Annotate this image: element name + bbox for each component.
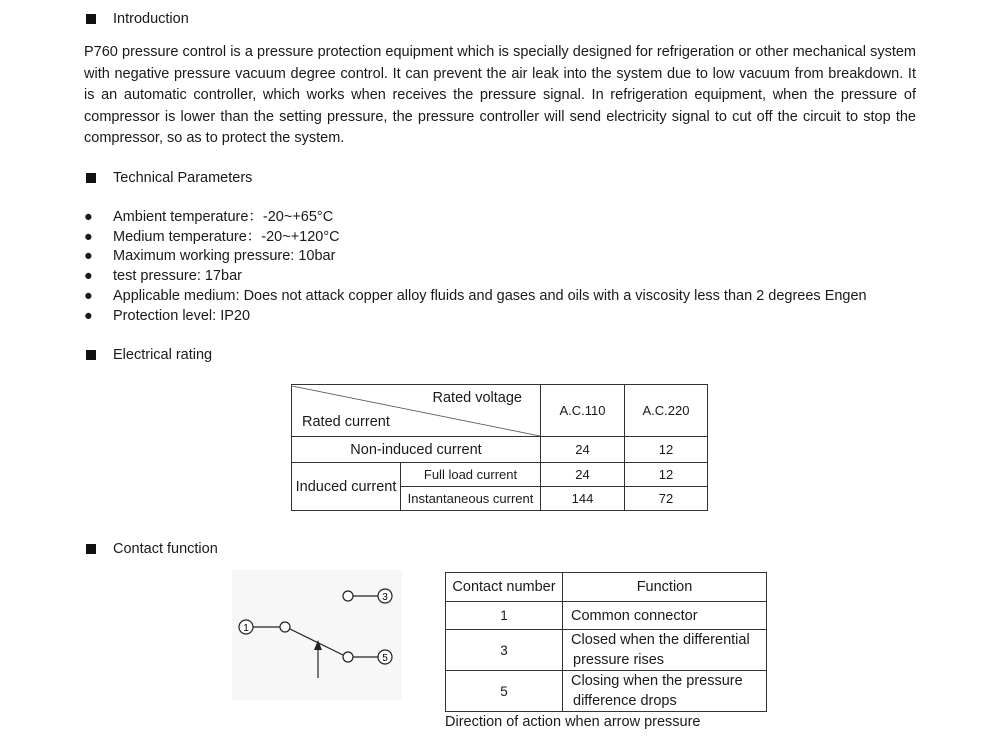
list-item: ● test pressure: 17bar (84, 267, 867, 287)
bullet-dot-icon: ● (84, 248, 93, 265)
square-bullet-icon (86, 544, 96, 554)
contact-heading-text: Contact function (113, 541, 218, 557)
contact-heading (86, 541, 218, 557)
bullet-dot-icon: ● (84, 209, 93, 225)
instantaneous-value-110: 144 (541, 487, 625, 511)
list-item: ● Applicable medium: Does not attack copper alloy fluids and gases and oils with a viscosity less than 2 degrees Engen (84, 287, 867, 307)
square-bullet-icon (86, 14, 96, 24)
header-contact-number: Contact number (446, 573, 563, 602)
contact-number: 5 (446, 671, 563, 712)
list-item: ● Protection level: IP20 (84, 307, 867, 327)
square-bullet-icon (86, 350, 96, 360)
header-function: Function (563, 573, 767, 602)
electrical-heading (86, 347, 212, 363)
list-item: ● Medium temperature：-20~+120°C (84, 228, 867, 248)
instantaneous-value-220: 72 (625, 487, 708, 511)
contact-number: 1 (446, 602, 563, 630)
contact-number: 3 (446, 630, 563, 671)
rated-current-label: Rated current (302, 413, 390, 430)
bullet-dot-icon: ● (84, 307, 93, 324)
tech-heading-text: Technical Parameters (113, 170, 253, 186)
terminal-1-label: 1 (243, 623, 249, 634)
non-induced-value-220: 12 (625, 437, 708, 463)
contact-switch-diagram (232, 570, 402, 700)
col-header-ac110: A.C.110 (541, 385, 625, 437)
square-bullet-icon (86, 173, 96, 183)
terminal-3-label: 3 (382, 592, 388, 603)
full-load-value-220: 12 (625, 463, 708, 487)
electrical-heading-text: Electrical rating (113, 347, 213, 363)
switch-diagram-svg (232, 570, 402, 700)
contact-function: Closed when the differential pressure rises (563, 630, 767, 671)
col-header-ac220: A.C.220 (625, 385, 708, 437)
electrical-rating-table (291, 384, 708, 511)
bullet-dot-icon: ● (84, 228, 93, 245)
full-load-value-110: 24 (541, 463, 625, 487)
rated-voltage-label: Rated voltage (432, 389, 522, 406)
list-item: ● Ambient temperature：-20~+65°C (84, 208, 867, 228)
diagram-caption: Direction of action when arrow pressure (445, 714, 701, 730)
terminal-5-label: 5 (382, 653, 388, 664)
tech-heading (86, 170, 252, 186)
contact-function: Common connector (563, 602, 767, 630)
contact-function: Closing when the pressure difference drops (563, 671, 767, 712)
induced-current-label: Induced current (292, 463, 401, 511)
table-row (446, 630, 767, 671)
contact-function-table (445, 572, 767, 712)
intro-paragraph: P760 pressure control is a pressure protection equipment which is specially designed for refrigeration or other mechanical system with negative pressure vacuum degree control. It can prevent the air leak into the system due to low vacuum from breakdown. It is an automatic controller, which works when receives the pressure signal. In refrigeration equipment, when the pressure of compressor is lower than the setting pressure, the pressure controller will send electricity signal to cut off the circuit to stop the compressor, so as to protect the system. (84, 44, 916, 146)
intro-heading-text: Introduction (113, 11, 189, 27)
intro-heading (86, 11, 189, 27)
non-induced-label: Non-induced current (292, 437, 541, 463)
bullet-dot-icon: ● (84, 287, 93, 304)
diagonal-header-cell (292, 385, 541, 437)
table-row (446, 602, 767, 630)
instantaneous-label: Instantaneous current (401, 487, 541, 511)
full-load-label: Full load current (401, 463, 541, 487)
non-induced-value-110: 24 (541, 437, 625, 463)
bullet-dot-icon: ● (84, 268, 93, 285)
list-item: ● Maximum working pressure: 10bar (84, 247, 867, 267)
table-row (446, 671, 767, 712)
tech-parameters-list (84, 208, 867, 326)
